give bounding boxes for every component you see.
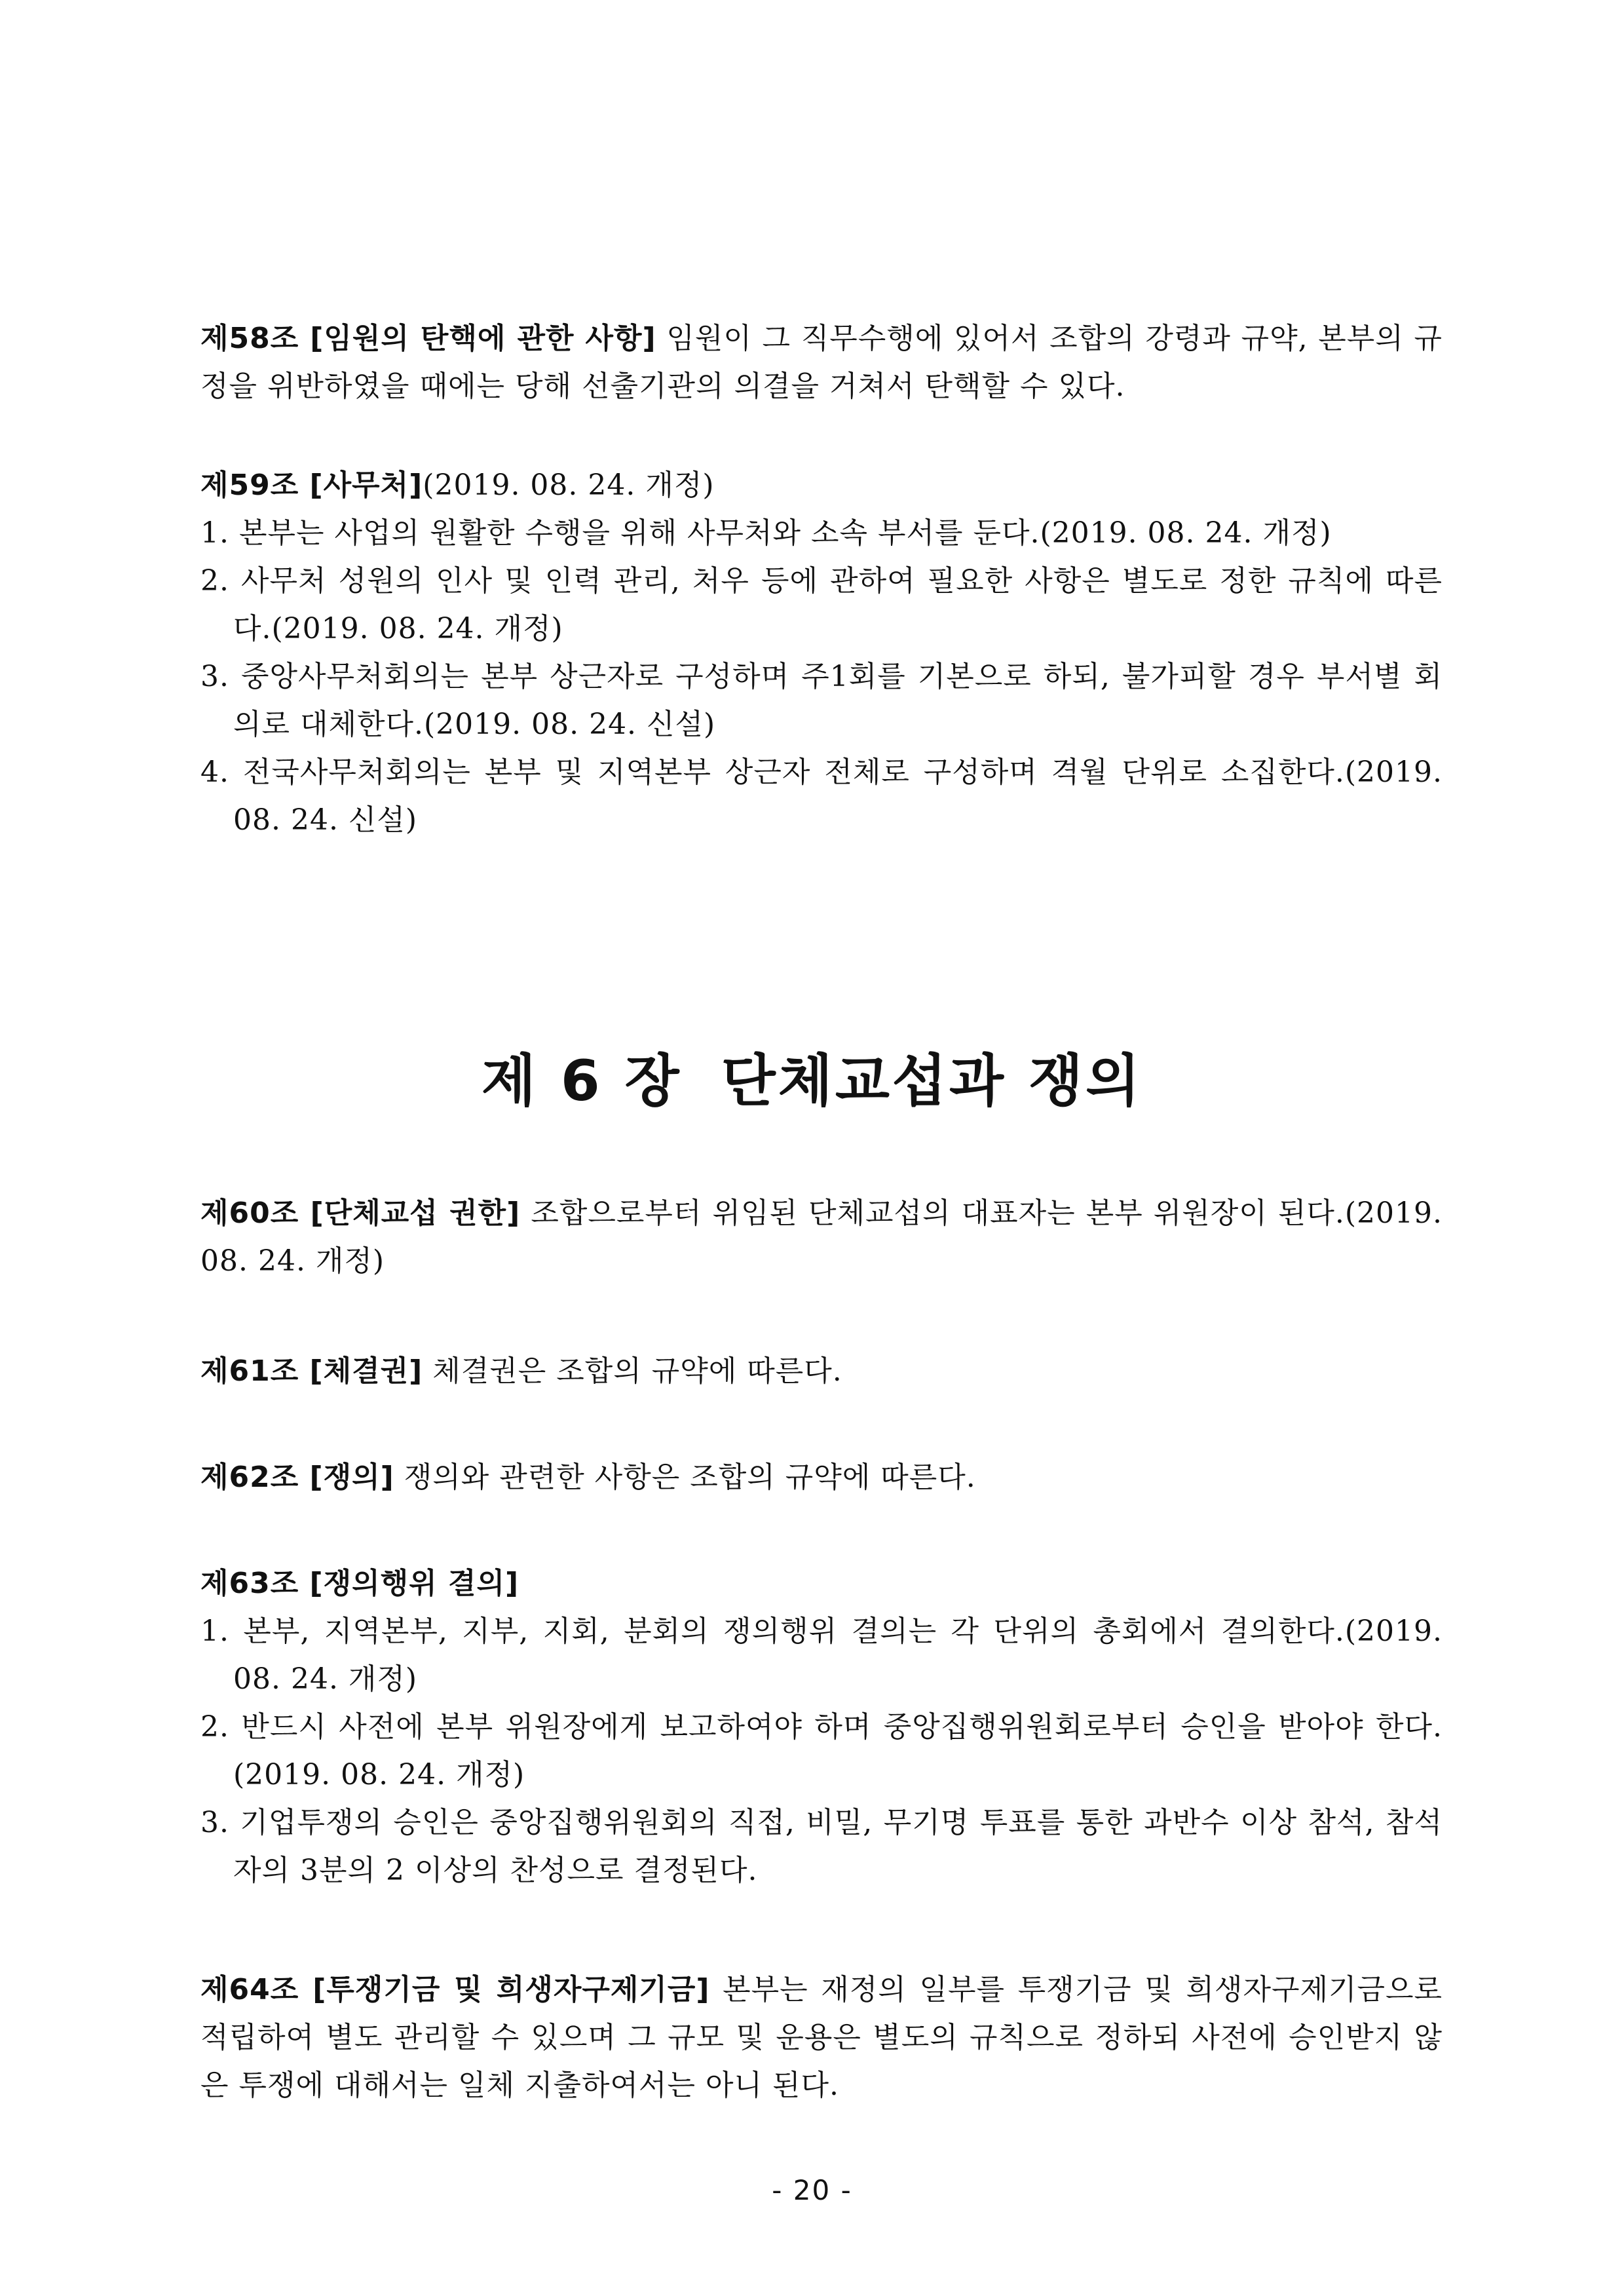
article-61-body: 체결권은 조합의 규약에 따른다. (423, 1354, 842, 1388)
article-63-item: 3. 기업투쟁의 승인은 중앙집행위원회의 직접, 비밀, 무기명 투표를 통한 과반수 이상 참석, 참석자의 3분의 2 이상의 찬성으로 결정된다. (200, 1806, 1443, 1887)
article-63-item: 1. 본부, 지역본부, 지부, 지회, 분회의 쟁의행위 결의는 각 단위의 총회에서 결의한다.(2019. 08. 24. 개정) (200, 1615, 1443, 1696)
article-63-item: 2. 반드시 사전에 본부 위원장에게 보고하여야 하며 중앙집행위원회로부터 승인을 받아야 한다.(2019. 08. 24. 개정) (200, 1710, 1443, 1791)
article-64-heading: 제64조 [투쟁기금 및 희생자구제기금] (200, 1973, 710, 2006)
article-62-body: 쟁의와 관련한 사항은 조합의 규약에 따른다. (394, 1461, 976, 1494)
article-59-heading: 제59조 [사무처] (200, 469, 423, 502)
article-64 (200, 1966, 1443, 2109)
article-61 (200, 1347, 1443, 1395)
article-60-heading: 제60조 [단체교섭 권한] (200, 1196, 521, 1230)
article-59-item: 2. 사무처 성원의 인사 및 인력 관리, 처우 등에 관하여 필요한 사항은 별도로 정한 규칙에 따른다.(2019. 08. 24. 개정) (200, 564, 1443, 645)
article-61-heading: 제61조 [체결권] (200, 1354, 423, 1388)
article-60-body: 조합으로부터 위임된 단체교섭의 대표자는 본부 위원장이 된다.(2019. 08. 24. 개정) (200, 1196, 1443, 1278)
article-59-item: 1. 본부는 사업의 원활한 수행을 위해 사무처와 소속 부서를 둔다.(2019. 08. 24. 개정) (200, 516, 1332, 550)
chapter-title: 단체교섭과 쟁의 (721, 1048, 1143, 1114)
page-number: - 20 - (772, 2174, 852, 2206)
article-62 (200, 1453, 1443, 1501)
article-59-note: (2019. 08. 24. 개정) (423, 469, 715, 502)
article-58-heading: 제58조 [임원의 탄핵에 관한 사항] (200, 322, 656, 355)
article-64-body: 본부는 재정의 일부를 투쟁기금 및 희생자구제기금으로 적립하여 별도 관리할 수 있으며 그 규모 및 운용은 별도의 규칙으로 정하되 사전에 승인받지 않은 투쟁에 대해서는 일체 지출하여서는 아니 된다. (200, 1973, 1443, 2102)
article-58-body: 임원이 그 직무수행에 있어서 조합의 강령과 규약, 본부의 규정을 위반하였을 때에는 당해 선출기관의 의결을 거쳐서 탄핵할 수 있다. (200, 322, 1443, 403)
article-59-item: 3. 중앙사무처회의는 본부 상근자로 구성하며 주1회를 기본으로 하되, 불가피할 경우 부서별 회의로 대체한다.(2019. 08. 24. 신설) (200, 660, 1443, 741)
article-60 (200, 1189, 1443, 1285)
article-62-heading: 제62조 [쟁의] (200, 1461, 394, 1494)
article-58 (200, 315, 1443, 410)
article-59 (200, 461, 1443, 844)
chapter-heading (0, 1042, 1624, 1120)
article-63 (200, 1559, 1443, 1894)
article-59-item: 4. 전국사무처회의는 본부 및 지역본부 상근자 전체로 구성하며 격월 단위로 소집한다.(2019. 08. 24. 신설) (200, 756, 1443, 837)
article-63-heading: 제63조 [쟁의행위 결의] (200, 1567, 519, 1600)
chapter-number: 제 6 장 (481, 1048, 682, 1114)
